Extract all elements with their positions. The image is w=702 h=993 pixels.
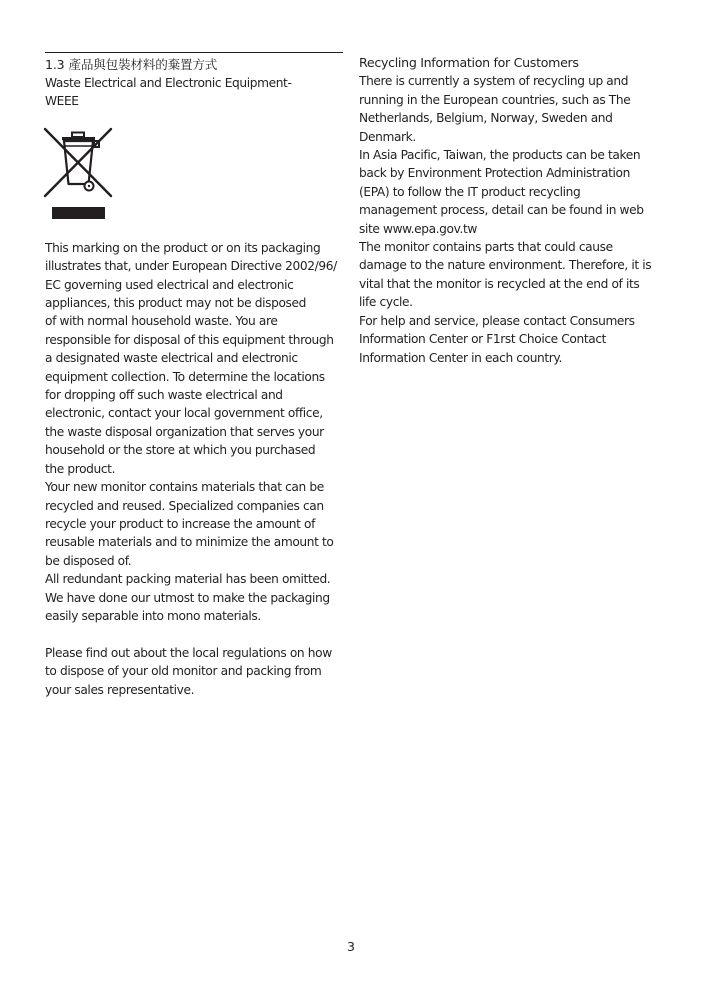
- recycling-paragraph-1: There is currently a system of recycling up and running in the European countries, such as The Netherlands, Belgium, Norway, Sweden and Denmark.: [359, 74, 631, 144]
- recycling-info-title: Recycling Information for Customers: [359, 55, 579, 70]
- recycling-paragraph-3: The monitor contains parts that could cause damage to the nature environment. Therefore, it is vital that the monitor is recycled at the end of its life cycle.: [359, 240, 652, 310]
- section-heading: [45, 56, 345, 74]
- right-column: [359, 52, 659, 367]
- crossed-out-wheelie-bin-icon: [43, 120, 115, 228]
- weee-symbol: [43, 120, 115, 228]
- recycling-paragraph-2: In Asia Pacific, Taiwan, the products can be taken back by Environment Protection Administration (EPA) to follow the IT product recycling management process, detail can be found in web site www.epa.gov.tw: [359, 148, 644, 236]
- weee-paragraph-1: This marking on the product or on its packaging illustrates that, under European Directive 2002/96/ EC governing used electrical and electronic appliances, this product may not be disposed of with normal household waste. You are responsible for disposal of this equipment through a designated waste electrical and electronic equipment collection. To determine the locations for dropping off such waste electrical and electronic, contact your local government office, the waste disposal organization that serves your household or the store at which you purchased the product.: [45, 240, 337, 476]
- section-title: 產品與包裝材料的棄置方式: [68, 57, 218, 72]
- section-number: 1.3: [45, 57, 65, 72]
- page-number: 3: [346, 939, 355, 954]
- weee-paragraph-3: All redundant packing material has been omitted. We have done our utmost to make the packaging easily separable into mono materials.: [45, 572, 331, 623]
- section-rule: [45, 52, 343, 53]
- weee-paragraph-closing: Please find out about the local regulations on how to dispose of your old monitor and packing from your sales representative.: [45, 645, 332, 697]
- left-column: [45, 52, 345, 699]
- weee-paragraph-2: Your new monitor contains materials that can be recycled and reused. Specialized companies can recycle your product to increase the amount of reusable materials and to minimize the amount to be disposed of.: [45, 480, 334, 568]
- weee-subheading: Waste Electrical and Electronic Equipment- WEEE: [45, 76, 292, 109]
- recycling-paragraph-4: For help and service, please contact Consumers Information Center or F1rst Choice Contact Information Center in each country.: [359, 313, 635, 365]
